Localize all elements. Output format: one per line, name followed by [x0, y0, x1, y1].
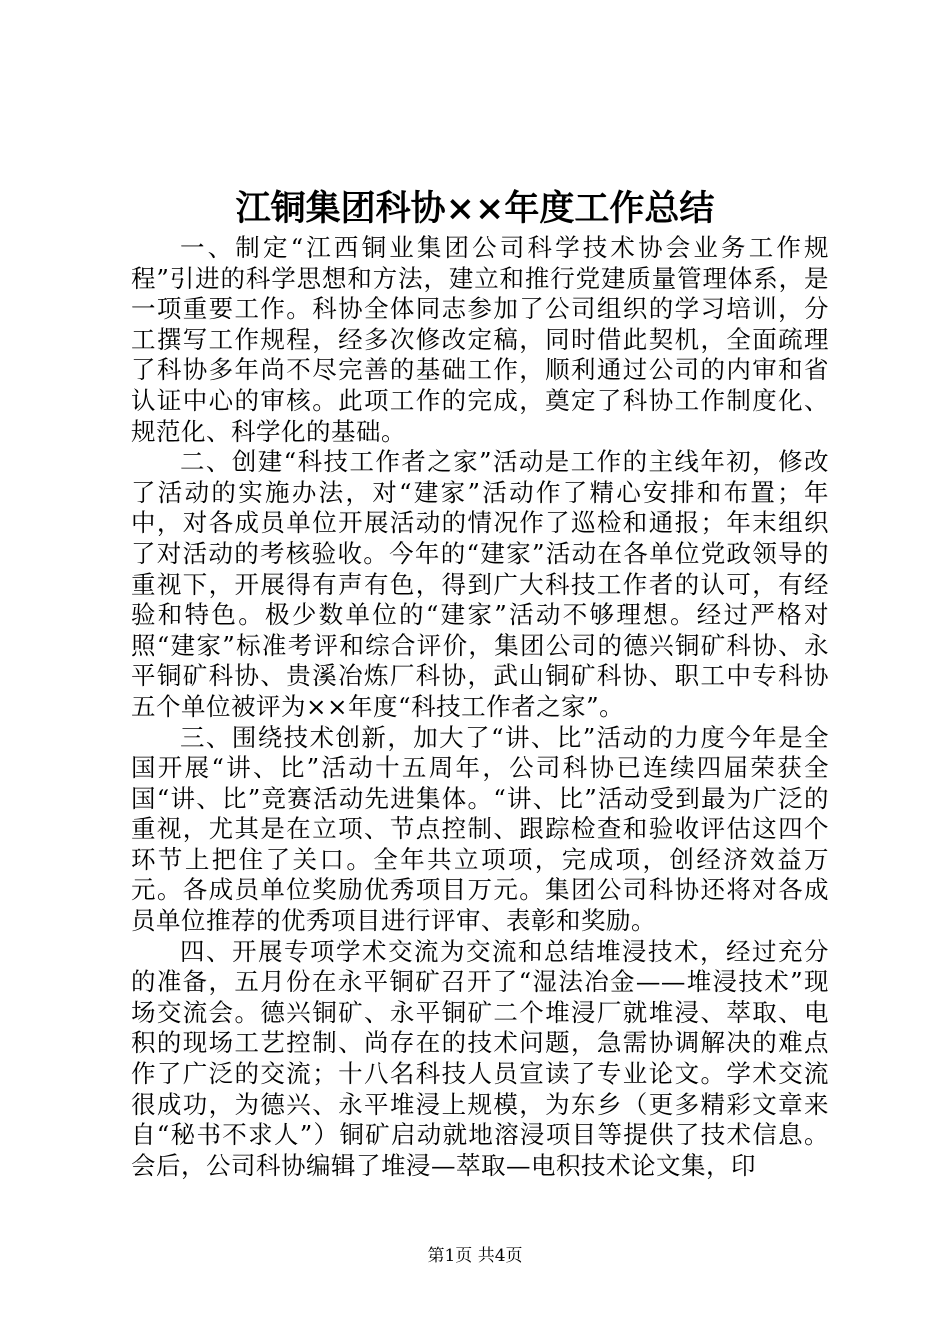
- page-number-footer: 第1页 共4页: [427, 1246, 523, 1266]
- paragraph-3: 三、围绕技术创新，加大了“讲、比”活动的力度今年是全国开展“讲、比”活动十五周年，公司科协已连续四届荣获全国“讲、比”竞赛活动先进集体。“讲、比”活动受到最为广泛的重视，尤其是在立项、节点控制、跟踪检查和验收评估这四个环节上把住了关口。全年共立项项，完成项，创经济效益万元。各成员单位奖励优秀项目万元。集团公司科协还将对各成员单位推荐的优秀项目进行评审、表彰和奖励。: [131, 722, 829, 936]
- paragraph-1: 一、制定“江西铜业集团公司科学技术协会业务工作规程”引进的科学思想和方法，建立和推行党建质量管理体系，是一项重要工作。科协全体同志参加了公司组织的学习培训，分工撰写工作规程，经多次修改定稿，同时借此契机，全面疏理了科协多年尚不尽完善的基础工作，顺利通过公司的内审和省认证中心的审核。此项工作的完成，奠定了科协工作制度化、规范化、科学化的基础。: [131, 233, 829, 446]
- document-body: [131, 233, 829, 1181]
- paragraph-4: 四、开展专项学术交流为交流和总结堆浸技术，经过充分的准备，五月份在永平铜矿召开了“湿法冶金——堆浸技术”现场交流会。德兴铜矿、永平铜矿二个堆浸厂就堆浸、萃取、电积的现场工艺控制、尚存在的技术问题，急需协调解决的难点作了广泛的交流；十八名科技人员宣读了专业论文。学术交流很成功，为德兴、永平堆浸上规模，为东乡（更多精彩文章来自“秘书不求人”）铜矿启动就地溶浸项目等提供了技术信息。会后，公司科协编辑了堆浸—萃取—电积技术论文集，印: [131, 936, 829, 1180]
- document-title: 江铜集团科协××年度工作总结: [235, 188, 715, 229]
- paragraph-2: 二、创建“科技工作者之家”活动是工作的主线年初，修改了活动的实施办法，对“建家”活动作了精心安排和布置；年中，对各成员单位开展活动的情况作了巡检和通报；年末组织了对活动的考核验收。今年的“建家”活动在各单位党政领导的重视下，开展得有声有色，得到广大科技工作者的认可，有经验和特色。极少数单位的“建家”活动不够理想。经过严格对照“建家”标准考评和综合评价，集团公司的德兴铜矿科协、永平铜矿科协、贵溪冶炼厂科协，武山铜矿科协、职工中专科协五个单位被评为××年度“科技工作者之家”。: [131, 447, 829, 721]
